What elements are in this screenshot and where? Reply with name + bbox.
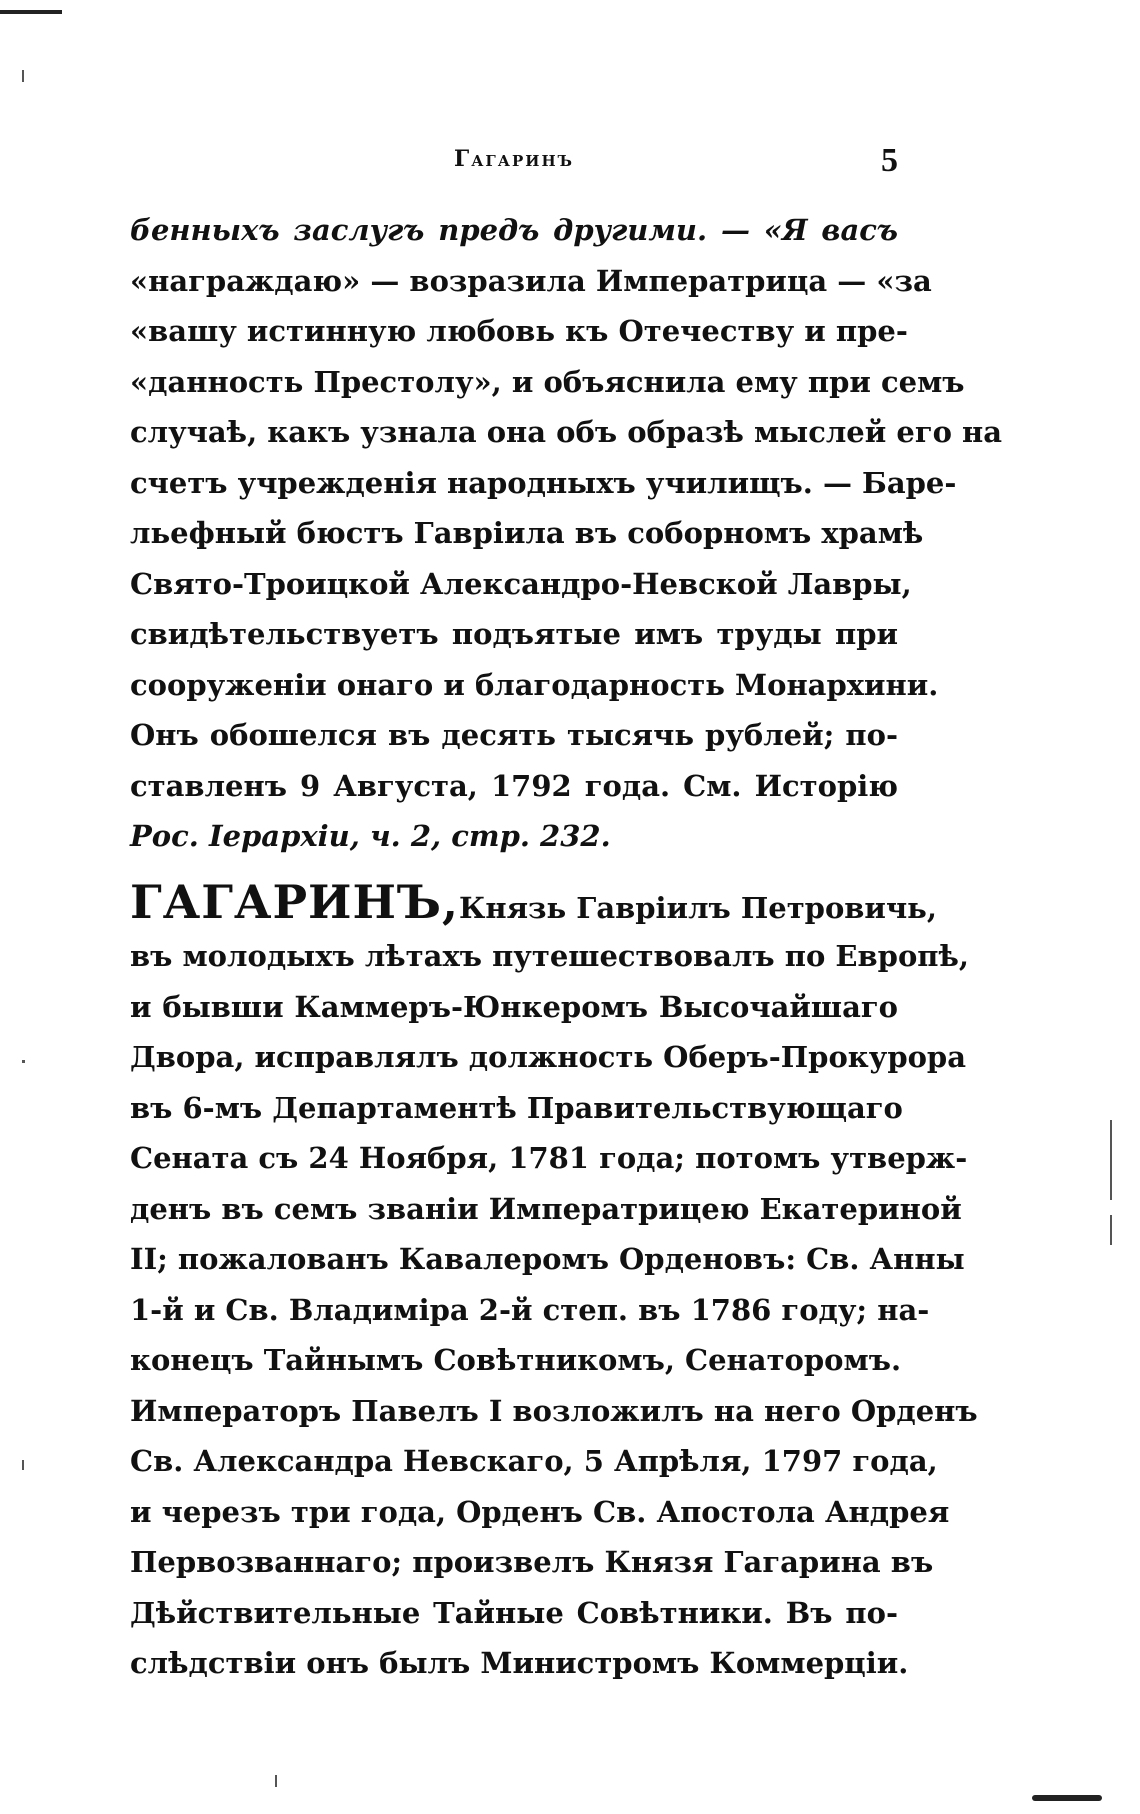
text-line: 1-й и Св. Владиміра 2-й степ. въ 1786 году; на- [130, 1292, 930, 1327]
text-line: и бывши Каммеръ-Юнкеромъ Высочайшаго [130, 989, 898, 1024]
running-head: Гагаринъ [454, 146, 574, 172]
entry-first-line-text: Князь Гавріилъ Петровичь, [458, 891, 937, 925]
text-line: свидѣтельствуетъ подъятые имъ труды при [130, 617, 898, 651]
text-line: «награждаю» — возразила Императрица — «за [130, 263, 932, 298]
text-line: Дѣйствительные Тайные Совѣтники. Въ по- [130, 1595, 898, 1630]
scan-artifact [1032, 1795, 1102, 1801]
page-header [130, 142, 898, 186]
entry-gagarin-gavriil [130, 873, 978, 1689]
scan-artifact [1110, 1120, 1112, 1200]
text-line: конецъ Тайнымъ Совѣтникомъ, Сенаторомъ. [130, 1343, 902, 1377]
text-line: II; пожалованъ Кавалеромъ Орденовъ: Св. Анны [130, 1242, 965, 1276]
text-line: въ молодыхъ лѣтахъ путешествовалъ по Европѣ, [130, 939, 970, 973]
text-line: бенныхъ заслугъ предъ другими. — «Я васъ [130, 213, 898, 247]
text-line: Первозваннаго; произвелъ Князя Гагарина въ [130, 1545, 934, 1579]
entry-first-line [130, 873, 937, 931]
scan-edge-rule [0, 10, 62, 14]
scan-artifact [22, 1460, 24, 1470]
text-line: счетъ учрежденія народныхъ училищъ. — Баре- [130, 465, 957, 500]
page-number: 5 [881, 142, 898, 179]
text-line: Императоръ Павелъ I возложилъ на него Орденъ [130, 1393, 978, 1428]
text-line: ставленъ 9 Августа, 1792 года. См. Исторію [130, 768, 898, 803]
text-line: сооруженіи онаго и благодарность Монархини. [130, 667, 939, 702]
text-line: Сената съ 24 Ноября, 1781 года; потомъ утверж- [130, 1141, 968, 1175]
scan-artifact [22, 1060, 25, 1063]
text-line: и черезъ три года, Орденъ Св. Апостола Андрея [130, 1494, 950, 1529]
text-line: Онъ обошелся въ десять тысячь рублей; по- [130, 718, 898, 752]
scan-artifact [22, 70, 24, 82]
text-line: случаѣ, какъ узнала она объ образѣ мыслей его на [130, 415, 1003, 449]
text-line: «вашу истинную любовь къ Отечеству и пре- [130, 314, 908, 348]
text-line: Двора, исправлялъ должность Оберъ-Прокурора [130, 1040, 967, 1074]
text-line: денъ въ семъ званіи Императрицею Екатериной [130, 1191, 962, 1226]
entry-headword: ГАГАРИНЪ, [130, 875, 459, 929]
scan-artifact [1110, 1215, 1112, 1245]
text-line: льефный бюстъ Гавріила въ соборномъ храмѣ [130, 516, 924, 550]
text-line: Св. Александра Невскаго, 5 Апрѣля, 1797 года, [130, 1444, 938, 1478]
continued-entry-paragraph [130, 205, 1003, 862]
text-line: Свято-Троицкой Александро-Невской Лавры, [130, 566, 912, 601]
scan-artifact [275, 1775, 277, 1787]
text-line: «данность Престолу», и объяснила ему при семъ [130, 364, 965, 399]
citation-line: Рос. Іерархіи, ч. 2, стр. 232. [130, 819, 611, 853]
text-line: слѣдствіи онъ былъ Министромъ Коммерціи. [130, 1646, 909, 1680]
text-line: въ 6-мъ Департаментѣ Правительствующаго [130, 1090, 903, 1125]
